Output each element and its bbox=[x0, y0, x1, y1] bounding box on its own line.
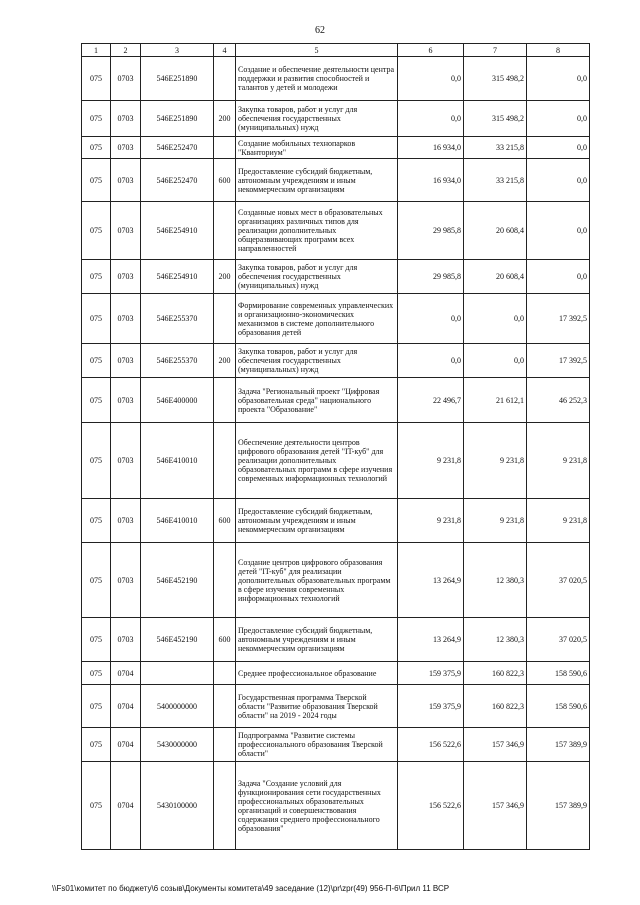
cell-target-article: 546E254910 bbox=[141, 202, 214, 260]
cell-amount-2: 12 380,3 bbox=[464, 543, 527, 618]
cell-admin-code: 075 bbox=[82, 202, 111, 260]
cell-expense-type bbox=[214, 378, 236, 423]
cell-amount-1: 156 522,6 bbox=[398, 728, 464, 762]
cell-amount-2: 12 380,3 bbox=[464, 618, 527, 662]
cell-section-code: 0703 bbox=[111, 159, 141, 202]
cell-section-code: 0703 bbox=[111, 57, 141, 101]
cell-amount-3: 9 231,8 bbox=[527, 499, 590, 543]
cell-target-article: 5400000000 bbox=[141, 685, 214, 728]
cell-amount-3: 0,0 bbox=[527, 137, 590, 159]
cell-amount-3: 0,0 bbox=[527, 101, 590, 137]
file-path-footer: \\Fs01\комитет по бюджету\6 созыв\Документы комитета\49 заседание (12)\pr\zpr(49) 956-П-6\Прил 11 ВСР bbox=[52, 884, 450, 893]
cell-amount-3: 0,0 bbox=[527, 202, 590, 260]
cell-expense-type bbox=[214, 762, 236, 850]
cell-admin-code: 075 bbox=[82, 57, 111, 101]
cell-section-code: 0704 bbox=[111, 728, 141, 762]
cell-description: Подпрограмма "Развитие системы профессионального образования Тверской области" bbox=[236, 728, 398, 762]
cell-expense-type bbox=[214, 685, 236, 728]
cell-section-code: 0703 bbox=[111, 101, 141, 137]
cell-expense-type bbox=[214, 662, 236, 685]
cell-amount-3: 0,0 bbox=[527, 57, 590, 101]
table-row bbox=[82, 762, 590, 850]
cell-section-code: 0703 bbox=[111, 344, 141, 378]
table-row bbox=[82, 159, 590, 202]
cell-expense-type: 200 bbox=[214, 101, 236, 137]
table-row bbox=[82, 543, 590, 618]
cell-amount-2: 315 498,2 bbox=[464, 57, 527, 101]
column-header: 2 bbox=[111, 44, 141, 57]
table-row bbox=[82, 260, 590, 294]
cell-section-code: 0703 bbox=[111, 294, 141, 344]
cell-target-article: 546E452190 bbox=[141, 543, 214, 618]
cell-description: Обеспечение деятельности центров цифрового образования детей "IT-куб" для реализации дополнительных образовательных программ в сфере изучения современных информационных технологий bbox=[236, 423, 398, 499]
cell-description: Создание центров цифрового образования детей "IT-куб" для реализации дополнительных образовательных программ в сфере изучения современных информационных технологий bbox=[236, 543, 398, 618]
cell-amount-2: 157 346,9 bbox=[464, 762, 527, 850]
cell-admin-code: 075 bbox=[82, 260, 111, 294]
cell-amount-3: 157 389,9 bbox=[527, 728, 590, 762]
cell-amount-2: 157 346,9 bbox=[464, 728, 527, 762]
cell-amount-3: 9 231,8 bbox=[527, 423, 590, 499]
table-row bbox=[82, 202, 590, 260]
cell-expense-type bbox=[214, 137, 236, 159]
cell-expense-type bbox=[214, 57, 236, 101]
cell-admin-code: 075 bbox=[82, 101, 111, 137]
cell-section-code: 0703 bbox=[111, 499, 141, 543]
column-header: 4 bbox=[214, 44, 236, 57]
cell-amount-1: 9 231,8 bbox=[398, 499, 464, 543]
table-row bbox=[82, 344, 590, 378]
cell-amount-1: 159 375,9 bbox=[398, 662, 464, 685]
cell-section-code: 0704 bbox=[111, 662, 141, 685]
cell-description: Задача "Региональный проект "Цифровая образовательная среда" национального проекта "Образование" bbox=[236, 378, 398, 423]
cell-target-article: 546E410010 bbox=[141, 499, 214, 543]
cell-description: Закупка товаров, работ и услуг для обеспечения государственных (муниципальных) нужд bbox=[236, 101, 398, 137]
cell-amount-1: 16 934,0 bbox=[398, 159, 464, 202]
table-row bbox=[82, 499, 590, 543]
cell-amount-1: 159 375,9 bbox=[398, 685, 464, 728]
cell-amount-1: 13 264,9 bbox=[398, 543, 464, 618]
cell-amount-1: 29 985,8 bbox=[398, 260, 464, 294]
cell-admin-code: 075 bbox=[82, 294, 111, 344]
table-row bbox=[82, 101, 590, 137]
header-row bbox=[82, 44, 590, 57]
cell-amount-2: 9 231,8 bbox=[464, 499, 527, 543]
cell-amount-1: 0,0 bbox=[398, 344, 464, 378]
cell-amount-2: 9 231,8 bbox=[464, 423, 527, 499]
cell-target-article bbox=[141, 662, 214, 685]
cell-description: Созданные новых мест в образовательных организациях различных типов для реализации дополнительных общеразвивающих программ всех направленностей bbox=[236, 202, 398, 260]
cell-expense-type: 600 bbox=[214, 499, 236, 543]
cell-expense-type: 600 bbox=[214, 618, 236, 662]
cell-amount-1: 0,0 bbox=[398, 294, 464, 344]
column-header: 7 bbox=[464, 44, 527, 57]
table-row bbox=[82, 618, 590, 662]
cell-amount-1: 16 934,0 bbox=[398, 137, 464, 159]
cell-amount-3: 46 252,3 bbox=[527, 378, 590, 423]
table-row bbox=[82, 685, 590, 728]
column-header: 6 bbox=[398, 44, 464, 57]
cell-amount-3: 0,0 bbox=[527, 159, 590, 202]
table-row bbox=[82, 728, 590, 762]
cell-target-article: 546E251890 bbox=[141, 101, 214, 137]
cell-amount-2: 33 215,8 bbox=[464, 159, 527, 202]
cell-description: Государственная программа Тверской области "Развитие образования Тверской области" на 2019 - 2024 годы bbox=[236, 685, 398, 728]
cell-admin-code: 075 bbox=[82, 685, 111, 728]
cell-description: Среднее профессиональное образование bbox=[236, 662, 398, 685]
cell-description: Закупка товаров, работ и услуг для обеспечения государственных (муниципальных) нужд bbox=[236, 344, 398, 378]
cell-admin-code: 075 bbox=[82, 344, 111, 378]
cell-amount-3: 157 389,9 bbox=[527, 762, 590, 850]
cell-description: Задача "Создание условий для функционирования сети государственных профессиональных образовательных организаций и совершенствования содержания среднего профессионального образования" bbox=[236, 762, 398, 850]
cell-target-article: 546E255370 bbox=[141, 294, 214, 344]
table-row bbox=[82, 294, 590, 344]
cell-description: Создание и обеспечение деятельности центра поддержки и развития способностей и талантов у детей и молодежи bbox=[236, 57, 398, 101]
cell-section-code: 0703 bbox=[111, 137, 141, 159]
cell-amount-3: 0,0 bbox=[527, 260, 590, 294]
cell-description: Формирование современных управленческих и организационно-экономических механизмов в системе дополнительного образования детей bbox=[236, 294, 398, 344]
cell-description: Предоставление субсидий бюджетным, автономным учреждениям и иным некоммерческим организациям bbox=[236, 618, 398, 662]
page-number: 62 bbox=[315, 25, 325, 36]
cell-amount-2: 160 822,3 bbox=[464, 662, 527, 685]
cell-description: Создание мобильных технопарков "Кванториум" bbox=[236, 137, 398, 159]
cell-section-code: 0704 bbox=[111, 685, 141, 728]
cell-target-article: 5430000000 bbox=[141, 728, 214, 762]
cell-expense-type bbox=[214, 543, 236, 618]
cell-amount-1: 22 496,7 bbox=[398, 378, 464, 423]
cell-section-code: 0703 bbox=[111, 260, 141, 294]
cell-target-article: 546E252470 bbox=[141, 159, 214, 202]
cell-target-article: 546E255370 bbox=[141, 344, 214, 378]
cell-expense-type: 200 bbox=[214, 344, 236, 378]
cell-amount-1: 156 522,6 bbox=[398, 762, 464, 850]
cell-target-article: 546E254910 bbox=[141, 260, 214, 294]
cell-target-article: 5430100000 bbox=[141, 762, 214, 850]
table-row bbox=[82, 57, 590, 101]
cell-target-article: 546E410010 bbox=[141, 423, 214, 499]
cell-amount-1: 13 264,9 bbox=[398, 618, 464, 662]
cell-expense-type bbox=[214, 423, 236, 499]
cell-admin-code: 075 bbox=[82, 378, 111, 423]
cell-expense-type: 600 bbox=[214, 159, 236, 202]
cell-amount-1: 9 231,8 bbox=[398, 423, 464, 499]
cell-amount-3: 37 020,5 bbox=[527, 543, 590, 618]
table-row bbox=[82, 378, 590, 423]
cell-section-code: 0703 bbox=[111, 423, 141, 499]
budget-table bbox=[81, 43, 590, 850]
cell-admin-code: 075 bbox=[82, 543, 111, 618]
cell-admin-code: 075 bbox=[82, 728, 111, 762]
cell-section-code: 0703 bbox=[111, 543, 141, 618]
table-row bbox=[82, 662, 590, 685]
cell-expense-type bbox=[214, 728, 236, 762]
cell-amount-3: 158 590,6 bbox=[527, 662, 590, 685]
cell-admin-code: 075 bbox=[82, 662, 111, 685]
cell-admin-code: 075 bbox=[82, 423, 111, 499]
cell-amount-3: 17 392,5 bbox=[527, 344, 590, 378]
cell-admin-code: 075 bbox=[82, 137, 111, 159]
cell-amount-2: 21 612,1 bbox=[464, 378, 527, 423]
cell-expense-type bbox=[214, 294, 236, 344]
column-header: 1 bbox=[82, 44, 111, 57]
cell-amount-1: 29 985,8 bbox=[398, 202, 464, 260]
cell-target-article: 546E251890 bbox=[141, 57, 214, 101]
cell-description: Закупка товаров, работ и услуг для обеспечения государственных (муниципальных) нужд bbox=[236, 260, 398, 294]
cell-amount-2: 33 215,8 bbox=[464, 137, 527, 159]
cell-description: Предоставление субсидий бюджетным, автономным учреждениям и иным некоммерческим организациям bbox=[236, 159, 398, 202]
cell-target-article: 546E400000 bbox=[141, 378, 214, 423]
table-row bbox=[82, 423, 590, 499]
cell-amount-2: 160 822,3 bbox=[464, 685, 527, 728]
cell-expense-type bbox=[214, 202, 236, 260]
cell-admin-code: 075 bbox=[82, 762, 111, 850]
cell-amount-2: 0,0 bbox=[464, 344, 527, 378]
column-header: 5 bbox=[236, 44, 398, 57]
table-row bbox=[82, 137, 590, 159]
cell-section-code: 0703 bbox=[111, 618, 141, 662]
cell-amount-3: 158 590,6 bbox=[527, 685, 590, 728]
cell-amount-3: 37 020,5 bbox=[527, 618, 590, 662]
cell-amount-1: 0,0 bbox=[398, 101, 464, 137]
cell-section-code: 0703 bbox=[111, 202, 141, 260]
cell-expense-type: 200 bbox=[214, 260, 236, 294]
cell-amount-2: 315 498,2 bbox=[464, 101, 527, 137]
cell-description: Предоставление субсидий бюджетным, автономным учреждениям и иным некоммерческим организациям bbox=[236, 499, 398, 543]
cell-amount-2: 0,0 bbox=[464, 294, 527, 344]
cell-section-code: 0704 bbox=[111, 762, 141, 850]
cell-target-article: 546E252470 bbox=[141, 137, 214, 159]
cell-target-article: 546E452190 bbox=[141, 618, 214, 662]
cell-amount-3: 17 392,5 bbox=[527, 294, 590, 344]
cell-admin-code: 075 bbox=[82, 618, 111, 662]
cell-amount-2: 20 608,4 bbox=[464, 202, 527, 260]
cell-amount-1: 0,0 bbox=[398, 57, 464, 101]
cell-admin-code: 075 bbox=[82, 159, 111, 202]
cell-amount-2: 20 608,4 bbox=[464, 260, 527, 294]
column-header: 3 bbox=[141, 44, 214, 57]
cell-section-code: 0703 bbox=[111, 378, 141, 423]
cell-admin-code: 075 bbox=[82, 499, 111, 543]
column-header: 8 bbox=[527, 44, 590, 57]
